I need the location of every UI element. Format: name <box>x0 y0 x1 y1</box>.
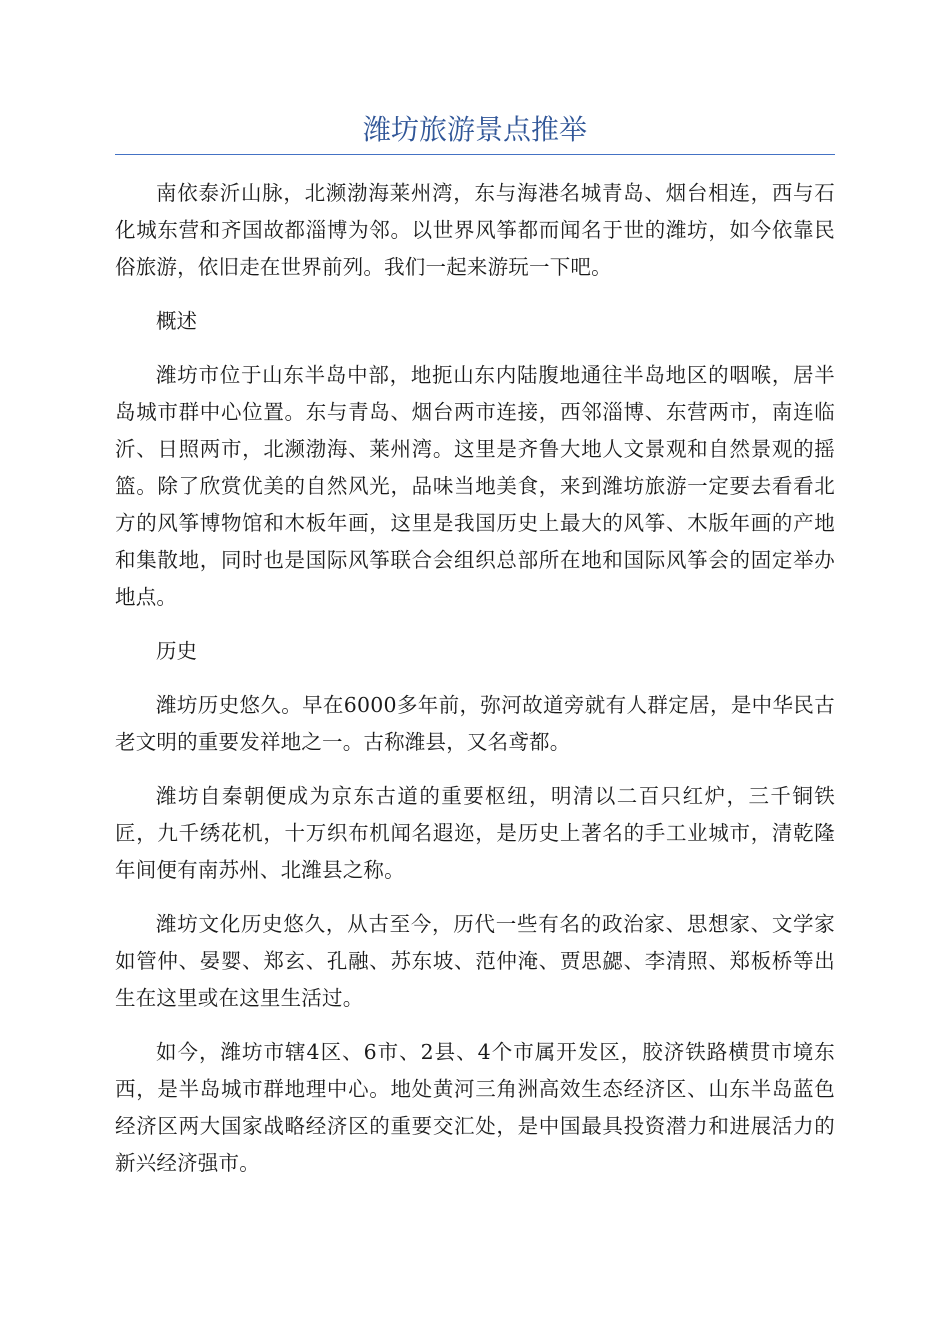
document-body <box>115 175 835 1182</box>
document-page <box>115 110 835 1199</box>
section-heading-history: 历史 <box>156 639 197 663</box>
document-title: 潍坊旅游景点推举 <box>115 110 835 155</box>
history-paragraph-4: 如今，潍坊市辖4区、6市、2县、4个市属开发区，胶济铁路横贯市境东西，是半岛城市群地理中心。地处黄河三角洲高效生态经济区、山东半岛蓝色经济区两大国家战略经济区的重要交汇处，是中国最具投资潜力和进展活力的新兴经济强市。 <box>115 1040 835 1175</box>
history-paragraph-3: 潍坊文化历史悠久，从古至今，历代一些有名的政治家、思想家、文学家如管仲、晏婴、郑玄、孔融、苏东坡、范仲淹、贾思勰、李清照、郑板桥等出生在这里或在这里生活过。 <box>115 912 835 1010</box>
history-paragraph-2: 潍坊自秦朝便成为京东古道的重要枢纽，明清以二百只红炉，三千铜铁匠，九千绣花机，十万织布机闻名遐迩，是历史上著名的手工业城市，清乾隆年间便有南苏州、北潍县之称。 <box>115 784 835 882</box>
section-heading-overview: 概述 <box>156 309 197 333</box>
intro-paragraph: 南依泰沂山脉，北濒渤海莱州湾，东与海港名城青岛、烟台相连，西与石化城东营和齐国故都淄博为邻。以世界风筝都而闻名于世的潍坊，如今依靠民俗旅游，依旧走在世界前列。我们一起来游玩一下吧。 <box>115 181 835 279</box>
history-paragraph-1: 潍坊历史悠久。早在6000多年前，弥河故道旁就有人群定居，是中华民古老文明的重要发祥地之一。古称潍县，又名鸢都。 <box>115 693 835 754</box>
overview-paragraph: 潍坊市位于山东半岛中部，地扼山东内陆腹地通往半岛地区的咽喉，居半岛城市群中心位置。东与青岛、烟台两市连接，西邻淄博、东营两市，南连临沂、日照两市，北濒渤海、莱州湾。这里是齐鲁大地人文景观和自然景观的摇篮。除了欣赏优美的自然风光，品味当地美食，来到潍坊旅游一定要去看看北方的风筝博物馆和木板年画，这里是我国历史上最大的风筝、木版年画的产地和集散地，同时也是国际风筝联合会组织总部所在地和国际风筝会的固定举办地点。 <box>115 363 835 609</box>
